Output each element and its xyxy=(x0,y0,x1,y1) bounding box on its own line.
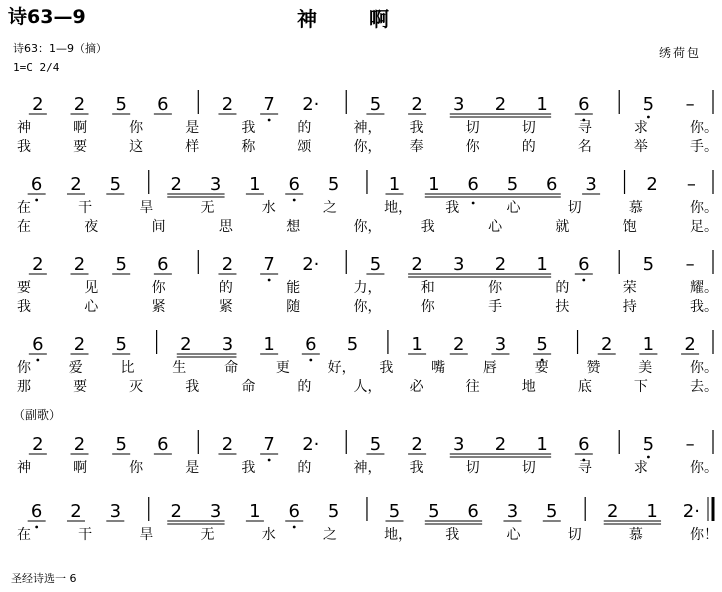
note: 6 xyxy=(578,434,590,455)
lyric-char: 你 xyxy=(129,120,144,136)
note: 2 xyxy=(607,501,619,522)
note: 3 xyxy=(453,254,465,275)
lyric-char: 手 xyxy=(488,299,503,315)
note: 7 xyxy=(263,94,275,115)
octave-dot xyxy=(35,199,38,202)
subtitle: 诗63：1—9（摘） xyxy=(13,42,107,55)
note: 2 xyxy=(170,501,182,522)
lyric-char: 你 xyxy=(465,139,480,155)
lyric-char: 干 xyxy=(78,200,93,216)
octave-dot xyxy=(268,279,271,282)
note: 1 xyxy=(411,334,423,355)
lyric-char: 之 xyxy=(322,527,337,543)
lyric-char: 地， xyxy=(384,527,413,543)
note: 2· xyxy=(302,434,320,455)
lyric-char: 想 xyxy=(286,219,301,235)
note: 1 xyxy=(249,501,261,522)
note: 2· xyxy=(302,254,320,275)
lyric-char: 下 xyxy=(633,379,648,395)
note: 5 xyxy=(506,174,519,195)
lyric-char: 寻 xyxy=(577,120,592,136)
lyric-char: 求 xyxy=(633,460,648,476)
lyric-char: 的 xyxy=(521,139,536,155)
lyric-char: 你 xyxy=(129,460,144,476)
lyric-char: 神 xyxy=(17,460,31,476)
lyric-char: 耀。 xyxy=(690,280,718,296)
lyric-char: 心 xyxy=(84,299,99,315)
note: 6 xyxy=(30,501,43,522)
note: 1 xyxy=(536,434,548,455)
lyric-char: 切 xyxy=(465,460,480,476)
lyric-char: 持 xyxy=(622,299,637,315)
note: 1 xyxy=(263,334,275,355)
lyric-char: 切 xyxy=(521,460,536,476)
note: 5 xyxy=(388,501,401,522)
lyric-char: 切 xyxy=(567,200,582,216)
lyric-char: 我 xyxy=(445,200,460,216)
note: 5 xyxy=(115,94,127,115)
note: 1 xyxy=(642,334,655,355)
lyric-char: 的 xyxy=(555,280,570,296)
note: 3 xyxy=(453,94,465,115)
lyric-char: 好， xyxy=(327,360,356,376)
note: 6 xyxy=(157,434,169,455)
lyric-char: 水 xyxy=(261,527,276,543)
note: 2 xyxy=(221,94,234,115)
lyric-char: 样 xyxy=(185,139,200,155)
note: 5 xyxy=(642,254,655,275)
lyric-char: 更 xyxy=(275,360,290,376)
lyric-char: 力， xyxy=(353,280,382,296)
note: 1 xyxy=(536,254,548,275)
note: 6 xyxy=(32,334,44,355)
note: 2 xyxy=(73,94,86,115)
note: 3 xyxy=(209,174,222,195)
note: 3 xyxy=(453,434,465,455)
note: 1 xyxy=(646,501,658,522)
note: 5 xyxy=(642,434,655,455)
note: 5 xyxy=(536,334,548,355)
lyric-char: 生 xyxy=(172,360,187,376)
lyric-char: 的 xyxy=(218,280,233,296)
note: 2· xyxy=(682,501,700,522)
note: 5 xyxy=(115,434,127,455)
lyric-char: 随 xyxy=(286,299,301,315)
lyric-char: 扶 xyxy=(555,299,570,315)
lyric-char: 你。 xyxy=(690,200,718,216)
lyric-char: 名 xyxy=(577,139,592,155)
note: 2 xyxy=(170,174,182,195)
lyric-char: 的 xyxy=(297,120,312,136)
lyric-char: 水 xyxy=(261,200,276,216)
lyric-char: 见 xyxy=(84,280,99,296)
note: 6 xyxy=(157,254,169,275)
note: 2 xyxy=(221,434,234,455)
lyric-char: 之 xyxy=(322,200,337,216)
lyric-char: 美 xyxy=(638,360,653,376)
lyric-char: 命 xyxy=(224,360,239,376)
note: 1 xyxy=(249,174,261,195)
octave-dot xyxy=(268,459,271,462)
note: 5 xyxy=(109,174,122,195)
lyric-char: 饱 xyxy=(622,219,637,235)
note: 5 xyxy=(346,334,359,355)
octave-dot xyxy=(293,526,296,529)
octave-dot xyxy=(35,526,38,529)
lyric-char: 要 xyxy=(17,280,31,296)
lyric-char: 你！ xyxy=(690,527,718,543)
lyric-char: 在 xyxy=(17,527,31,543)
note: 3 xyxy=(494,334,507,355)
lyric-char: 心 xyxy=(506,527,521,543)
lyric-char: 奉 xyxy=(409,139,424,155)
lyric-char: 紧 xyxy=(218,299,233,315)
note: 1 xyxy=(428,174,440,195)
note: 6 xyxy=(288,174,300,195)
note: 3 xyxy=(585,174,597,195)
footer: 圣经诗选一 6 xyxy=(11,572,77,585)
octave-dot xyxy=(582,279,585,282)
lyric-char: 人， xyxy=(353,379,382,395)
note: 3 xyxy=(506,501,519,522)
note: 2 xyxy=(411,94,423,115)
lyric-char: 啊 xyxy=(73,460,88,476)
lyric-char: 你。 xyxy=(690,460,718,476)
lyric-char: 你， xyxy=(353,299,382,315)
lyric-char: 赞 xyxy=(586,360,601,376)
note: 2 xyxy=(646,174,658,195)
note: 2 xyxy=(411,254,423,275)
lyric-char: 啊 xyxy=(73,120,88,136)
lyric-char: 紧 xyxy=(151,299,166,315)
lyric-char: 要 xyxy=(534,360,549,376)
note: 6 xyxy=(467,174,479,195)
lyric-char: 那 xyxy=(17,379,31,395)
note: 2 xyxy=(494,434,507,455)
lyric-char: 你， xyxy=(353,139,382,155)
octave-dot xyxy=(268,119,271,122)
note: 2· xyxy=(302,94,320,115)
note: 5 xyxy=(369,434,382,455)
note: 6 xyxy=(157,94,169,115)
note: 2 xyxy=(73,334,86,355)
note: 6 xyxy=(305,334,317,355)
note: 5 xyxy=(115,254,127,275)
note: 5 xyxy=(642,94,655,115)
note: 6 xyxy=(578,254,590,275)
lyric-char: 往 xyxy=(465,379,480,395)
lyric-char: 间 xyxy=(151,219,166,235)
lyric-char: 心 xyxy=(506,200,521,216)
lyric-char: 无 xyxy=(200,527,215,543)
lyric-char: 切 xyxy=(521,120,536,136)
lyric-char: 你。 xyxy=(690,360,718,376)
note: 6 xyxy=(578,94,590,115)
lyric-char: 我 xyxy=(409,460,424,476)
octave-dot xyxy=(309,359,312,362)
note: 2 xyxy=(70,174,82,195)
note: 3 xyxy=(209,501,222,522)
lyric-char: 你， xyxy=(353,219,382,235)
note: 5 xyxy=(369,254,382,275)
lyric-char: 嘴 xyxy=(431,360,446,376)
lyric-char: 你 xyxy=(488,280,503,296)
lyric-char: 和 xyxy=(420,280,435,296)
note: 2 xyxy=(600,334,613,355)
note: 2 xyxy=(32,94,44,115)
lyric-char: 我 xyxy=(420,219,435,235)
lyric-char: 爱 xyxy=(68,360,83,376)
octave-dot xyxy=(647,116,650,119)
lyric-char: 就 xyxy=(555,219,570,235)
lyric-char: 寻 xyxy=(577,460,592,476)
lyric-char: 在 xyxy=(17,200,31,216)
note: 3 xyxy=(221,334,234,355)
lyric-char: 要 xyxy=(73,379,88,395)
lyric-char: 灭 xyxy=(129,379,144,395)
lyric-char: 我 xyxy=(185,379,200,395)
lyric-char: 荣 xyxy=(622,280,637,296)
note: 3 xyxy=(109,501,122,522)
note: 7 xyxy=(263,434,275,455)
lyric-char: 地， xyxy=(384,200,413,216)
lyric-char: 神， xyxy=(353,120,382,136)
note: 5 xyxy=(546,501,558,522)
note: 5 xyxy=(327,174,340,195)
lyric-char: 底 xyxy=(577,379,592,395)
note: 2 xyxy=(73,434,86,455)
note: – xyxy=(686,174,696,195)
lyric-char: 必 xyxy=(409,379,424,395)
octave-dot xyxy=(293,199,296,202)
note: 2 xyxy=(684,334,696,355)
note: 1 xyxy=(388,174,401,195)
lyric-char: 你 xyxy=(17,360,31,376)
lyric-char: 求 xyxy=(633,120,648,136)
note: – xyxy=(685,254,695,275)
lyric-char: 旱 xyxy=(139,527,154,543)
lyric-char: 称 xyxy=(241,139,256,155)
note: 7 xyxy=(263,254,275,275)
note: 2 xyxy=(411,434,423,455)
lyric-char: 切 xyxy=(465,120,480,136)
lyric-char: 举 xyxy=(633,139,648,155)
note: 2 xyxy=(221,254,234,275)
lyric-char: 我 xyxy=(241,460,256,476)
lyric-char: 夜 xyxy=(84,219,99,235)
lyric-char: 在 xyxy=(17,219,31,235)
lyric-char: 慕 xyxy=(628,527,643,543)
note: 1 xyxy=(536,94,548,115)
note: 6 xyxy=(30,174,43,195)
author: 绣荷包 xyxy=(659,46,702,60)
page-title: 神啊 xyxy=(297,7,441,31)
lyric-char: 我 xyxy=(445,527,460,543)
note: 2 xyxy=(32,434,44,455)
note: 2 xyxy=(73,254,86,275)
lyric-char: 是 xyxy=(185,460,200,476)
octave-dot xyxy=(472,202,475,205)
lyric-char: 我。 xyxy=(690,299,718,315)
lyric-char: 能 xyxy=(286,280,301,296)
lyric-char: 的 xyxy=(297,379,312,395)
lyric-char: 神 xyxy=(17,120,31,136)
lyric-char: 旱 xyxy=(139,200,154,216)
note: 6 xyxy=(467,501,479,522)
lyric-char: 心 xyxy=(488,219,503,235)
lyric-char: 无 xyxy=(200,200,215,216)
lyric-char: 去。 xyxy=(690,379,718,395)
lyric-char: 这 xyxy=(129,139,144,155)
octave-dot xyxy=(36,359,39,362)
note: 5 xyxy=(369,94,382,115)
note: 2 xyxy=(70,501,82,522)
lyric-char: 足。 xyxy=(690,219,718,235)
note: – xyxy=(685,94,695,115)
lyric-char: 手。 xyxy=(690,139,718,155)
lyric-char: 颂 xyxy=(297,139,312,155)
lyric-char: 慕 xyxy=(628,200,643,216)
lyric-char: 我 xyxy=(17,139,31,155)
lyric-char: 切 xyxy=(567,527,582,543)
title-left: 诗63—9 xyxy=(8,6,86,28)
lyric-char: 你 xyxy=(420,299,435,315)
lyric-char: 思 xyxy=(218,219,233,235)
lyric-char: 神， xyxy=(353,460,382,476)
lyric-char: 比 xyxy=(120,360,135,376)
note: 6 xyxy=(546,174,558,195)
note: 2 xyxy=(494,254,507,275)
note: 6 xyxy=(288,501,300,522)
lyric-char: 命 xyxy=(241,379,256,395)
note: 2 xyxy=(32,254,44,275)
lyric-char: 你。 xyxy=(690,120,718,136)
lyric-char: 是 xyxy=(185,120,200,136)
chorus-label: （副歌） xyxy=(13,408,62,422)
lyric-char: 我 xyxy=(409,120,424,136)
note: 2 xyxy=(180,334,192,355)
lyric-char: 唇 xyxy=(482,360,497,376)
lyric-char: 我 xyxy=(241,120,256,136)
lyric-char: 你 xyxy=(151,280,166,296)
lyric-char: 要 xyxy=(73,139,88,155)
note: 5 xyxy=(428,501,440,522)
lyric-char: 干 xyxy=(78,527,93,543)
note: 2 xyxy=(494,94,507,115)
octave-dot xyxy=(647,456,650,459)
note: 5 xyxy=(115,334,127,355)
note: 5 xyxy=(327,501,340,522)
note: 2 xyxy=(453,334,465,355)
lyric-char: 地 xyxy=(521,379,536,395)
lyric-char: 我 xyxy=(17,299,31,315)
lyric-char: 的 xyxy=(297,460,312,476)
note: – xyxy=(685,434,695,455)
key-signature: 1=C 2/4 xyxy=(13,61,60,74)
lyric-char: 我 xyxy=(379,360,394,376)
